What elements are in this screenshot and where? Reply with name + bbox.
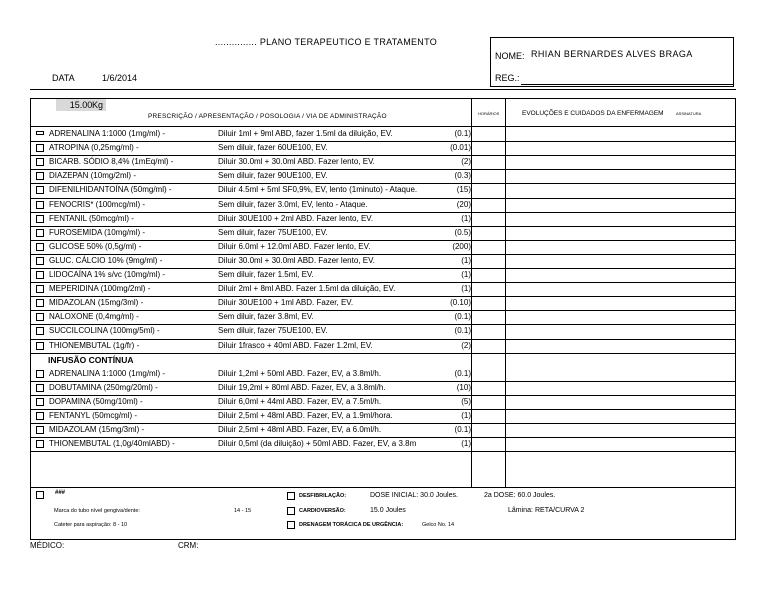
row-checkbox[interactable] (36, 342, 44, 350)
row-checkbox[interactable] (36, 172, 44, 180)
row-checkbox[interactable] (36, 215, 44, 223)
table-row (30, 324, 736, 338)
defib-label: DESFIBRILAÇÃO: (299, 493, 347, 499)
drug-name: FUROSEMIDA (10mg/ml) - (49, 227, 146, 237)
table-row (30, 169, 736, 183)
table-row (30, 296, 736, 310)
table-row (30, 437, 736, 451)
drug-dose: (1) (461, 213, 471, 223)
drug-name: DIAZEPAN (10mg/2ml) - (49, 171, 136, 181)
row-checkbox[interactable] (36, 426, 44, 434)
row-checkbox[interactable] (36, 131, 44, 135)
page-title: ............... PLANO TERAPEUTICO E TRATAMENTO (215, 37, 438, 47)
drug-dose: (10) (456, 382, 471, 392)
tube-label: Marca do tubo nível gengiva/dente: (54, 508, 140, 514)
drug-instruction: Diluir 4.5ml + 5ml SF0,9%, EV, lento (1minuto) - Ataque. (218, 185, 418, 195)
table-row (30, 268, 736, 282)
drug-instruction: Diluir 1frasco + 40ml ABD. Fazer 1.2ml, EV. (218, 340, 373, 350)
weight-unit: Kg (92, 100, 104, 110)
drug-dose: (0.1) (454, 312, 471, 322)
catheter-label: Cateter para aspiração: 8 - 10 (54, 522, 128, 528)
drug-name: MIDAZOLAN (15mg/3ml) - (49, 298, 144, 308)
drain-checkbox[interactable] (287, 521, 295, 529)
section-title-infusion: INFUSÃO CONTÍNUA (48, 354, 134, 365)
row-checkbox[interactable] (36, 440, 44, 448)
row-checkbox[interactable] (36, 384, 44, 392)
drug-name: THIONEMBUTAL (1,0g/40mlABD) - (49, 439, 175, 449)
blade-label: Lâmina: (508, 507, 533, 514)
drug-instruction: Diluir 2,5ml + 48ml ABD. Fazer, EV, a 6.0ml/h. (218, 425, 382, 435)
tube-value: 14 - 15 (234, 508, 252, 514)
drug-instruction: Diluir 2,5ml + 48ml ABD. Fazer, EV, a 1.9ml/hora. (218, 411, 393, 420)
table-row (30, 254, 736, 268)
drug-name: FENTANIL (50mcg/ml) - (49, 213, 134, 223)
cardio-checkbox[interactable] (287, 507, 295, 515)
table-row (30, 409, 736, 423)
drug-name: ATROPINA (0,25mg/ml) - (49, 143, 139, 153)
drug-instruction: Sem diluir, fazer 60UE100, EV. (218, 143, 328, 153)
drug-dose: (0.10) (450, 298, 471, 308)
drug-dose: (2) (461, 340, 471, 350)
drug-instruction: Diluir 0,5ml (da diluição) + 50ml ABD. Fazer, EV, a 3.8m (218, 439, 417, 449)
drug-instruction: Diluir 19,2ml + 80ml ABD. Fazer, EV, a 3.8ml/h. (218, 382, 386, 392)
drug-instruction: Diluir 1,2ml + 50ml ABD. Fazer, EV, a 3.8ml/h. (218, 368, 382, 378)
drug-instruction: Diluir 1ml + 9ml ABD, fazer 1.5ml da diluição, EV. (218, 129, 393, 138)
patient-box (490, 37, 734, 87)
footer-checkbox[interactable] (36, 491, 44, 499)
table-row (30, 339, 736, 353)
drain-value: Gelco No. 14 (422, 522, 455, 528)
patient-name: RHIAN BERNARDES ALVES BRAGA (531, 49, 693, 59)
row-checkbox[interactable] (36, 257, 44, 265)
row-checkbox[interactable] (36, 313, 44, 321)
row-checkbox[interactable] (36, 285, 44, 293)
drug-dose: (0.1) (454, 425, 471, 435)
drug-name: GLICOSE 50% (0,5g/ml) - (49, 241, 142, 251)
drug-dose: (1) (461, 255, 471, 265)
cardio-label: CARDIOVERSÃO: (299, 508, 346, 514)
hash-value: ### (55, 490, 66, 496)
drug-dose: (0.5) (454, 227, 471, 237)
table-row (30, 395, 736, 409)
drug-name: SUCCILCOLINA (100mg/5ml) - (49, 326, 160, 336)
drug-name: DOBUTAMINA (250mg/20ml) - (49, 382, 158, 392)
table-row (30, 423, 736, 437)
drug-name: GLUC. CÁLCIO 10% (9mg/ml) - (49, 255, 163, 265)
drug-instruction: Sem diluir, fazer 75UE100, EV. (218, 326, 328, 336)
drug-instruction: Sem diluir, fazer 1.5ml, EV. (218, 270, 314, 279)
row-checkbox[interactable] (36, 327, 44, 335)
drug-instruction: Diluir 30.0ml + 30.0ml ABD. Fazer lento, EV. (218, 255, 375, 265)
defib-second: 2a DOSE: 60.0 Joules. (484, 492, 556, 499)
header-rule (30, 89, 736, 90)
drain-label: DRENAGEM TORÁCICA DE URGÊNCIA: (299, 522, 404, 528)
drug-name: BICARB. SÓDIO 8,4% (1mEq/ml) - (49, 157, 174, 167)
doctor-label: MÉDICO: (30, 541, 65, 550)
drug-dose: (200) (452, 241, 471, 251)
drug-instruction: Diluir 2ml + 8ml ABD. Fazer 1.5ml da diluição, EV. (218, 284, 396, 294)
drug-instruction: Diluir 6,0ml + 44ml ABD. Fazer, EV, a 7.5ml/h. (218, 396, 382, 406)
table-row (30, 127, 736, 141)
drug-instruction: Diluir 30UE100 + 1ml ABD. Fazer, EV. (218, 298, 354, 308)
row-divider (30, 451, 736, 452)
drug-instruction: Diluir 30UE100 + 2ml ABD. Fazer lento, EV. (218, 213, 374, 223)
drug-instruction: Diluir 30.0ml + 30.0ml ABD. Fazer lento, EV. (218, 157, 375, 167)
drug-dose: (15) (456, 185, 471, 195)
drug-instruction: Sem diluir, fazer 75UE100, EV. (218, 227, 328, 237)
name-label: NOME: (495, 51, 525, 61)
signature-header: ASSINATURA (676, 111, 702, 116)
drug-dose: (1) (461, 270, 471, 279)
drug-name: ADRENALINA 1:1000 (1mg/ml) - (49, 368, 166, 378)
defib-checkbox[interactable] (287, 492, 295, 500)
drug-name: LIDOCAÍNA 1% s/vc (10mg/ml) - (49, 270, 166, 279)
drug-instruction: Sem diluir, fazer 90UE100, EV. (218, 171, 328, 181)
row-checkbox[interactable] (36, 271, 44, 279)
table-row (30, 226, 736, 240)
drug-dose: (2) (461, 157, 471, 167)
crm-label: CRM: (178, 541, 199, 550)
row-checkbox[interactable] (36, 158, 44, 166)
table-row (30, 381, 736, 395)
row-checkbox[interactable] (36, 144, 44, 152)
drug-name: THIONEMBUTAL (1g/fr) - (49, 340, 140, 350)
defib-initial: DOSE INICIAL: 30.0 Joules. (370, 492, 458, 499)
row-checkbox[interactable] (36, 201, 44, 209)
table-row (30, 212, 736, 226)
drug-dose: (0.01) (450, 143, 471, 153)
drug-dose: (0.1) (454, 326, 471, 336)
drug-dose: (0.1) (454, 129, 471, 138)
weight-value: 15.00 (56, 99, 106, 111)
drug-instruction: Sem diluir, fazer 3.0ml, EV, lento - Ataque. (218, 199, 368, 209)
drug-name: FENOCRIS* (100mcg/ml) - (49, 199, 146, 209)
footer-divider (30, 487, 736, 488)
table-row (30, 367, 736, 381)
row-checkbox[interactable] (36, 229, 44, 237)
drug-dose: (5) (461, 396, 471, 406)
table-row (30, 310, 736, 324)
drug-name: MIDAZOLAM (15mg/3ml) - (49, 425, 145, 435)
drug-instruction: Sem diluir, fazer 3.8ml, EV. (218, 312, 314, 322)
drug-dose: (1) (461, 411, 471, 420)
drug-name: DIFENILHIDANTOÍNA (50mg/ml) - (49, 185, 172, 195)
row-divider (30, 353, 736, 354)
blade-value: RETA/CURVA 2 (535, 507, 585, 514)
drug-name: ADRENALINA 1:1000 (1mg/ml) - (49, 129, 166, 138)
table-row (30, 240, 736, 254)
row-checkbox[interactable] (36, 370, 44, 378)
drug-name: NALOXONE (0,4mg/ml) - (49, 312, 139, 322)
drug-instruction: Diluir 6.0ml + 12.0ml ABD. Fazer lento, EV. (218, 241, 371, 251)
drug-name: FENTANYL (50mcg/ml) - (49, 411, 138, 420)
evolution-header: EVOLUÇÕES E CUIDADOS DA ENFERMAGEM (522, 110, 664, 117)
drug-dose: (20) (456, 199, 471, 209)
drug-dose: (1) (461, 284, 471, 294)
date-label: DATA (52, 73, 75, 83)
table-row (30, 141, 736, 155)
date-value: 1/6/2014 (102, 73, 138, 83)
row-checkbox[interactable] (36, 412, 44, 420)
table-row (30, 155, 736, 169)
drug-name: MEPERIDINA (100mg/2ml) - (49, 284, 151, 294)
row-checkbox[interactable] (36, 398, 44, 406)
hours-header: HORÁRIOS (478, 111, 500, 116)
cardio-value: 15.0 Joules (370, 507, 406, 514)
row-checkbox[interactable] (36, 243, 44, 251)
reg-line (521, 84, 733, 85)
table-row (30, 282, 736, 296)
drug-dose: (0.3) (454, 171, 471, 181)
table-row (30, 198, 736, 212)
drug-dose: (0.1) (454, 368, 471, 378)
drug-name: DOPAMINA (50mg/10ml) - (49, 396, 143, 406)
row-checkbox[interactable] (36, 299, 44, 307)
table-row (30, 183, 736, 197)
drug-dose: (1) (461, 439, 471, 449)
reg-label: REG.: (495, 73, 520, 83)
prescription-header: PRESCRIÇÃO / APRESENTAÇÃO / POSOLOGIA / VIA DE ADMINISTRAÇÃO (148, 113, 387, 120)
row-checkbox[interactable] (36, 186, 44, 194)
